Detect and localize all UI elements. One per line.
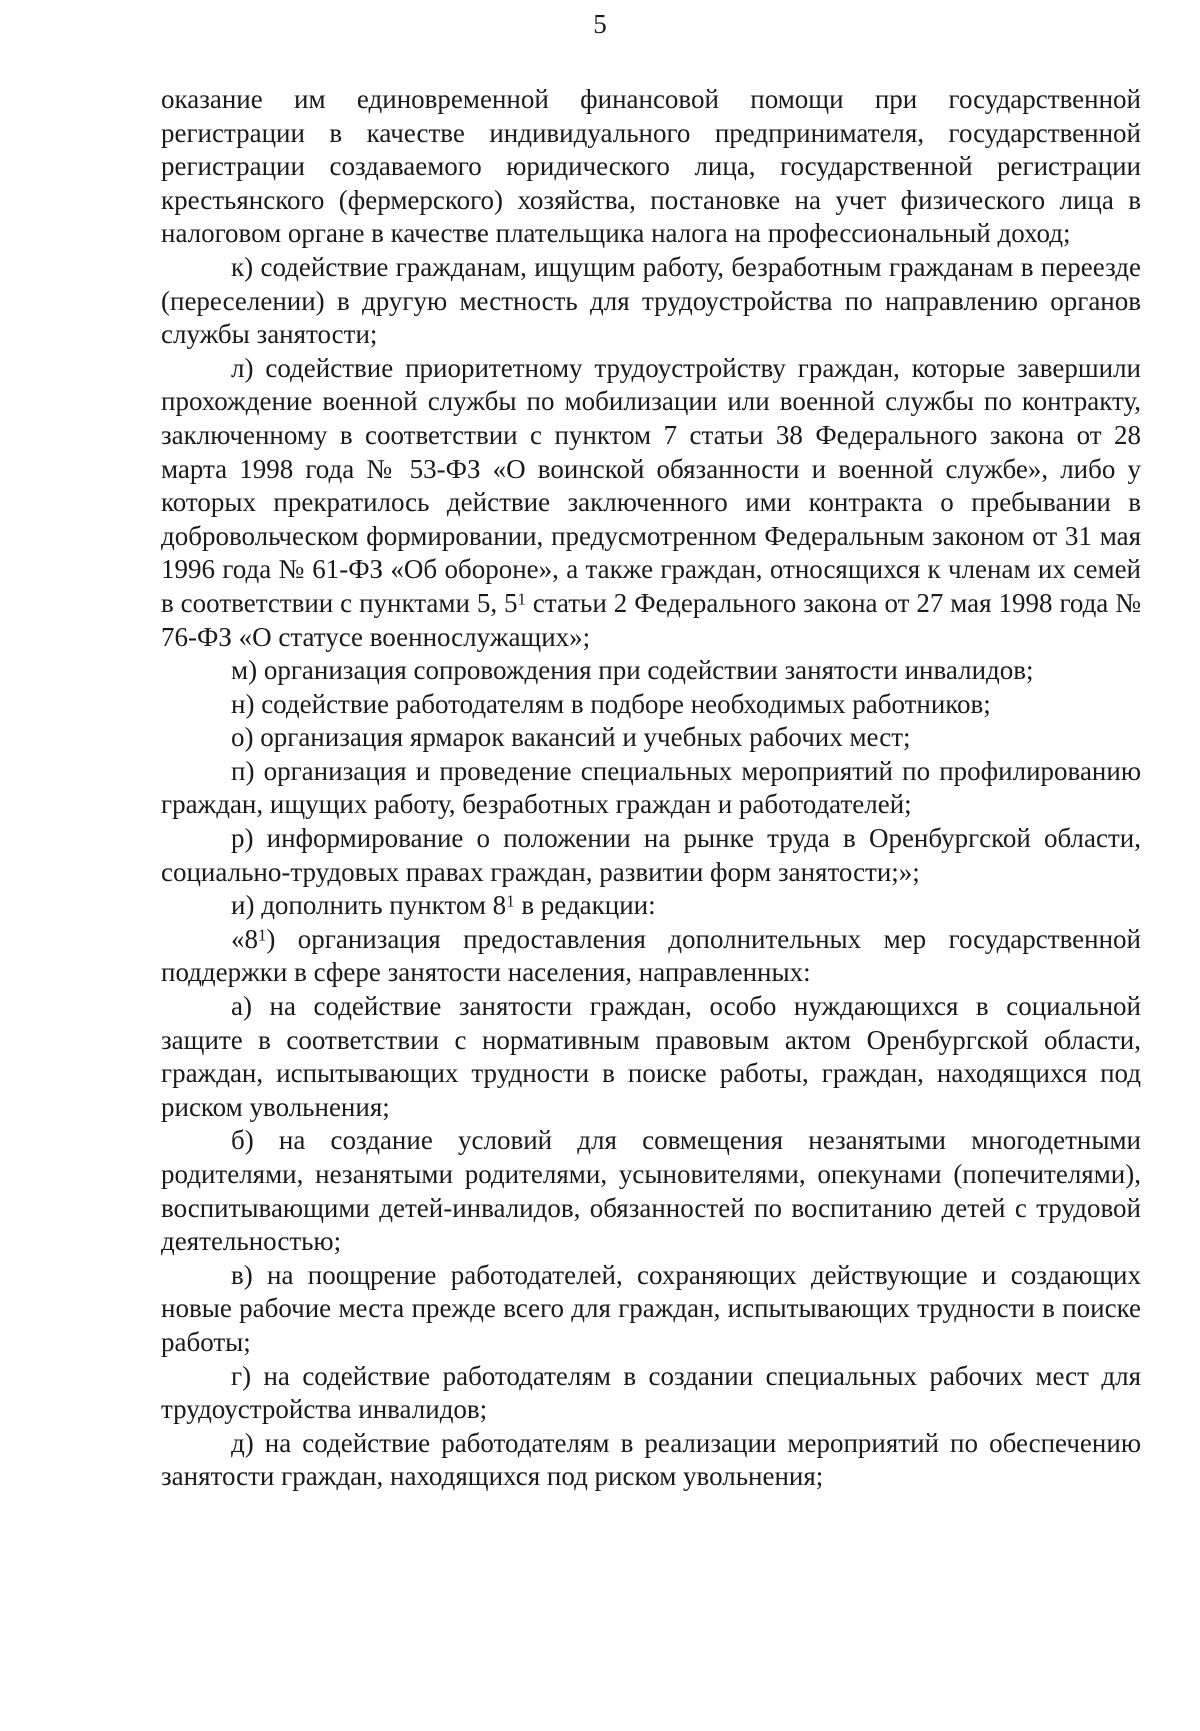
paragraph: а) на содействие занятости граждан, особо нуждающихся в социальной защите в соответствии с нормативным правовым актом Оренбургской области, граждан, испытывающих трудности в поиске работы, граждан, находящихся под риском увольнения; (161, 991, 1141, 1122)
paragraph: р) информирование о положении на рынке труда в Оренбургской области, социально-трудовых правах граждан, развитии форм занятости;»; (161, 823, 1141, 887)
paragraph: в) на поощрение работодателей, сохраняющих действующие и создающих новые рабочие места прежде всего для граждан, испытывающих трудности в поиске работы; (161, 1259, 1141, 1357)
paragraph: г) на содействие работодателям в создании специальных рабочих мест для трудоустройства инвалидов; (161, 1360, 1141, 1425)
paragraph: б) на создание условий для совмещения незанятыми многодетными родителями, незанятыми родителями, усыновителями, опекунами (попечителями), воспитывающими детей-инвалидов, обязанностей по воспитанию детей с трудовой деятельностью; (161, 1125, 1141, 1257)
paragraph: д) на содействие работодателям в реализации мероприятий по обеспечению занятости граждан, находящихся под риском увольнения; (161, 1427, 1141, 1492)
paragraph: п) организация и проведение специальных мероприятий по профилированию граждан, ищущих работу, безработных граждан и работодателей; (161, 755, 1141, 820)
document-body (161, 83, 1141, 1494)
page-number: 5 (593, 9, 607, 39)
paragraph: «$8^1$) организация предоставления дополнительных мер государственной поддержки в сфере занятости населения, направленных: (161, 923, 1141, 988)
paragraph: л) содействие приоритетному трудоустройству граждан, которые завершили прохождение военной службы по мобилизации или военной службы по контракту, заключенному в соответствии с пунктом 7 статьи 38 Федерального закона от 28 марта 1998 года № 53-ФЗ «О воинской обязанности и военной службе», либо у которых прекратилось действие заключенного ими контракта о пребывании в добровольческом формировании, предусмотренном Федеральным законом от 31 мая 1996 года № 61-ФЗ «Об обороне», а также граждан, относящихся к членам их семей в соответствии с пунктами 5, $5^1$ статьи 2 Федерального закона от 27 мая 1998 года № 76-ФЗ «О статусе военнослужащих»; (161, 352, 1141, 652)
paragraph: н) содействие работодателям в подборе необходимых работников; (231, 688, 991, 719)
paragraph: м) организация сопровождения при содействии занятости инвалидов; (231, 655, 1034, 686)
paragraph: и) дополнить пунктом $8^1$ в редакции: (231, 890, 656, 921)
paragraph: к) содействие гражданам, ищущим работу, безработным гражданам в переезде (переселении) в другую местность для трудоустройства по направлению органов службы занятости; (161, 251, 1141, 350)
paragraph: оказание им единовременной финансовой помощи при государственной регистрации в качестве индивидуального предпринимателя, государственной регистрации создаваемого юридического лица, государственной регистрации крестьянского (фермерского) хозяйства, постановке на учет физического лица в налоговом органе в качестве плательщика налога на профессиональный доход; (161, 84, 1141, 249)
paragraph: о) организация ярмарок вакансий и учебных рабочих мест; (231, 722, 911, 753)
